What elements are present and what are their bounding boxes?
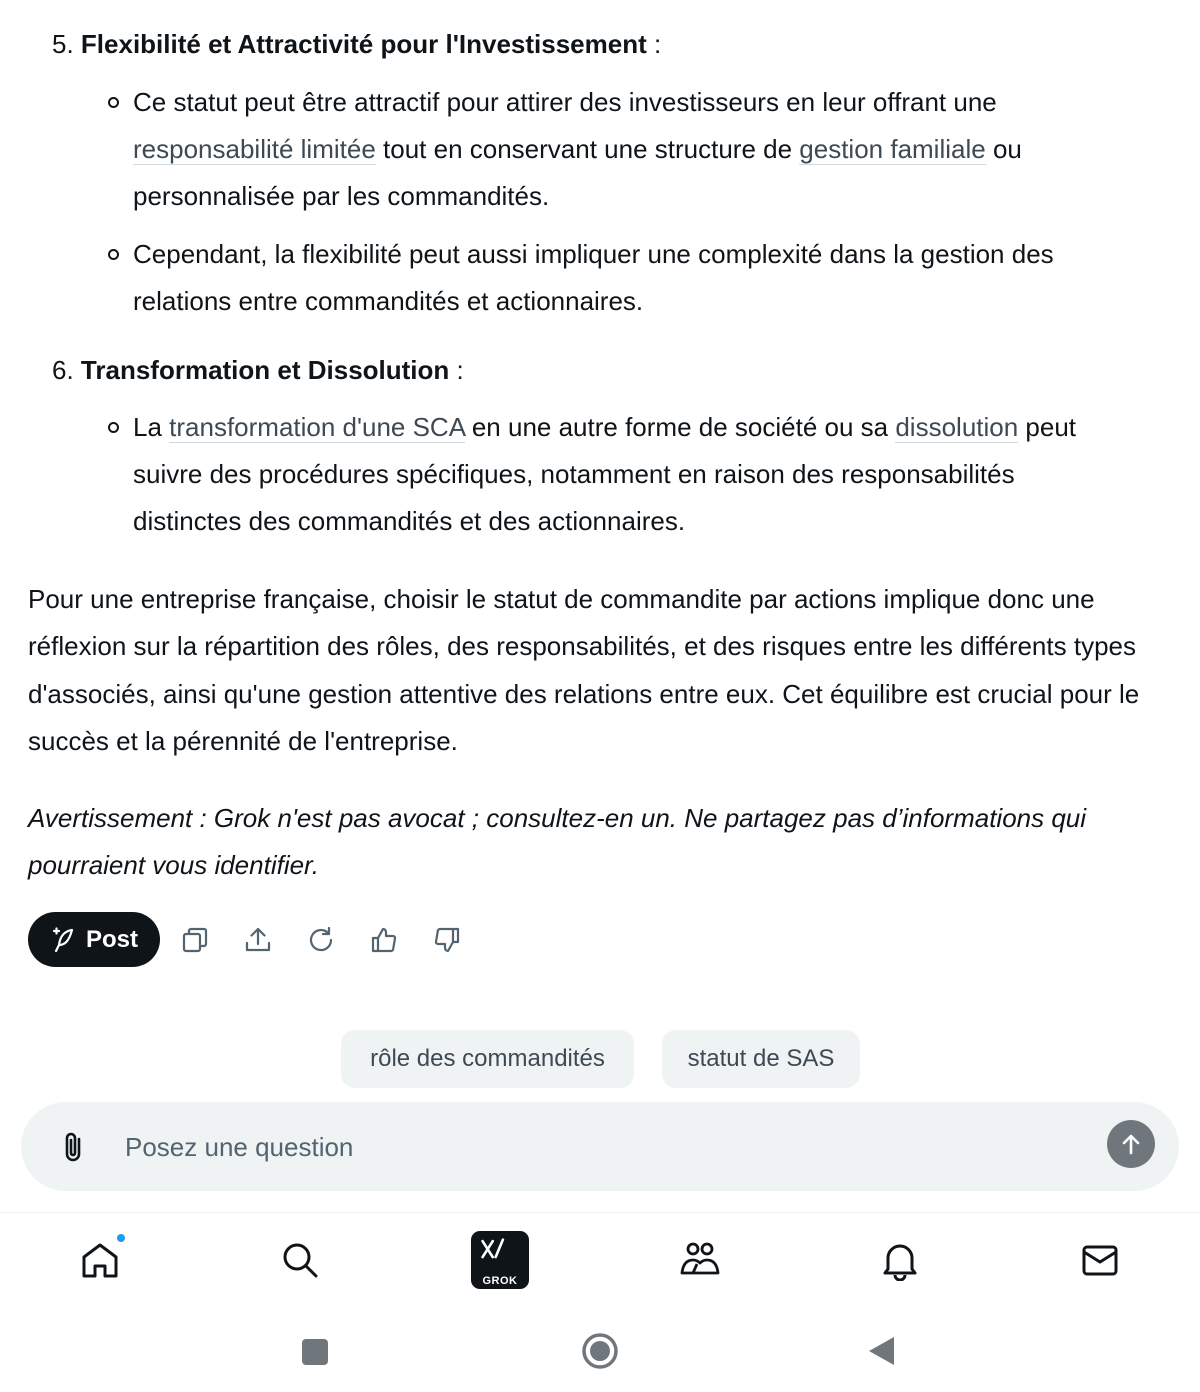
send-button[interactable] xyxy=(1107,1120,1155,1168)
regenerate-button[interactable] xyxy=(289,912,352,967)
link-responsabilite-limitee[interactable]: responsabilité limitée xyxy=(133,134,376,164)
post-button[interactable]: Post xyxy=(28,912,160,967)
messages-icon xyxy=(1079,1239,1121,1281)
paperclip-icon[interactable] xyxy=(59,1130,91,1164)
regenerate-icon xyxy=(306,925,336,955)
dislike-button[interactable] xyxy=(415,912,478,967)
arrow-up-icon xyxy=(1118,1131,1144,1157)
back-icon[interactable] xyxy=(866,1335,896,1367)
bullet-icon xyxy=(108,249,119,260)
nav-messages[interactable] xyxy=(1060,1222,1140,1298)
thumbs-up-icon xyxy=(369,925,399,955)
nav-grok[interactable] xyxy=(460,1222,540,1298)
like-button[interactable] xyxy=(352,912,415,967)
bullet-icon xyxy=(108,422,119,433)
copy-button[interactable] xyxy=(163,912,226,967)
recent-apps-icon[interactable] xyxy=(300,1337,330,1367)
share-button[interactable] xyxy=(226,912,289,967)
nav-notifications[interactable] xyxy=(860,1222,940,1298)
list-item-5-heading: 5. Flexibilité et Attractivité pour l'Investissement : xyxy=(52,29,662,59)
suggestion-chips xyxy=(0,1030,1200,1088)
link-transformation-sca[interactable]: transformation d'une SCA xyxy=(169,412,465,442)
thumbs-down-icon xyxy=(432,925,462,955)
nav-divider xyxy=(0,1212,1200,1213)
bullet-icon xyxy=(108,97,119,108)
copy-icon xyxy=(180,925,210,955)
feather-plus-icon xyxy=(50,926,78,954)
system-navigation-bar xyxy=(0,1310,1200,1392)
list-item-6-bullet-1: La transformation d'une SCA en une autre forme de société ou sa dissolution peut suivre des procédures spécifiques, notamment en raison des responsabilités distinctes des commandités et des actionnaires. xyxy=(108,404,1108,545)
communities-icon xyxy=(679,1239,721,1281)
bottom-navigation xyxy=(0,1222,1200,1298)
legal-disclaimer: Avertissement : Grok n'est pas avocat ; consultez-en un. Ne partagez pas d’informations qui pourraient vous identifier. xyxy=(28,803,1087,881)
suggestion-chip[interactable]: rôle des commandités xyxy=(341,1030,634,1088)
list-item-5-bullet-2: Cependant, la flexibilité peut aussi impliquer une complexité dans la gestion des relations entre commandités et actionnaires. xyxy=(108,231,1108,325)
home-icon xyxy=(79,1239,121,1281)
nav-communities[interactable] xyxy=(660,1222,740,1298)
list-item-6-heading: 6. Transformation et Dissolution : xyxy=(52,355,464,385)
suggestion-chip[interactable]: statut de SAS xyxy=(662,1030,860,1088)
share-icon xyxy=(243,925,273,955)
link-dissolution[interactable]: dissolution xyxy=(895,412,1019,442)
nav-home[interactable] xyxy=(60,1222,140,1298)
question-input-bar xyxy=(21,1102,1179,1191)
list-item-6-title: Transformation et Dissolution xyxy=(80,355,450,385)
grok-icon xyxy=(471,1231,529,1289)
link-gestion-familiale[interactable]: gestion familiale xyxy=(799,134,986,164)
notifications-icon xyxy=(879,1239,921,1281)
grok-label: GROK xyxy=(482,1275,518,1287)
conclusion-paragraph: Pour une entreprise française, choisir le statut de commandite par actions implique donc une réflexion sur la répartition des rôles, des responsabilités, et des risques entre les différents types d'associés, ainsi qu'une gestion attentive des relations entre eux. Cet équilibre est crucial pour le succès et la pérennité de l'entreprise. xyxy=(28,584,1140,756)
search-icon xyxy=(279,1239,321,1281)
list-item-5-title: Flexibilité et Attractivité pour l'Investissement xyxy=(80,29,647,59)
nav-search[interactable] xyxy=(260,1222,340,1298)
list-item-5-bullet-1: Ce statut peut être attractif pour attirer des investisseurs en leur offrant une responsabilité limitée tout en conservant une structure de gestion familiale ou personnalisée par les commandités. xyxy=(108,79,1108,220)
notification-dot xyxy=(115,1232,127,1244)
home-system-icon[interactable] xyxy=(580,1331,620,1371)
response-actions xyxy=(28,912,478,967)
question-input[interactable] xyxy=(125,1124,1075,1170)
